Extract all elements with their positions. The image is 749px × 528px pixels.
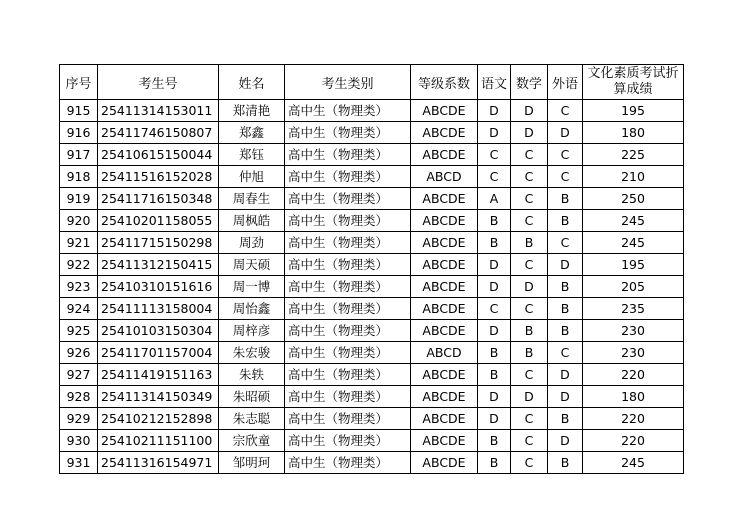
cell-exam-no: 25410103150304 — [98, 320, 219, 342]
cell-math: C — [511, 254, 548, 276]
cell-exam-no: 25410212152898 — [98, 408, 219, 430]
cell-math: D — [511, 100, 548, 122]
table-row — [60, 320, 684, 342]
cell-category: 高中生（物理类） — [285, 276, 411, 298]
cell-foreign: D — [548, 122, 583, 144]
cell-name: 周一博 — [219, 276, 285, 298]
cell-foreign: B — [548, 298, 583, 320]
cell-name: 朱昭硕 — [219, 386, 285, 408]
cell-category: 高中生（物理类） — [285, 166, 411, 188]
cell-grade-coef: ABCDE — [411, 100, 478, 122]
table-row — [60, 452, 684, 474]
table-row — [60, 276, 684, 298]
cell-chinese: C — [478, 166, 511, 188]
cell-converted-score: 220 — [583, 430, 684, 452]
cell-chinese: B — [478, 452, 511, 474]
cell-category: 高中生（物理类） — [285, 232, 411, 254]
header-cell-converted-score: 文化素质考试折算成绩 — [583, 65, 684, 100]
table-row — [60, 254, 684, 276]
cell-grade-coef: ABCDE — [411, 210, 478, 232]
cell-math: B — [511, 232, 548, 254]
table-row — [60, 408, 684, 430]
cell-foreign: B — [548, 276, 583, 298]
cell-exam-no: 25411314150349 — [98, 386, 219, 408]
cell-grade-coef: ABCDE — [411, 430, 478, 452]
table-row — [60, 100, 684, 122]
cell-seq: 919 — [60, 188, 98, 210]
cell-chinese: B — [478, 430, 511, 452]
cell-grade-coef: ABCD — [411, 342, 478, 364]
cell-name: 仲旭 — [219, 166, 285, 188]
cell-name: 郑钰 — [219, 144, 285, 166]
cell-converted-score: 205 — [583, 276, 684, 298]
cell-math: C — [511, 210, 548, 232]
cell-exam-no: 25411312150415 — [98, 254, 219, 276]
cell-name: 周怡鑫 — [219, 298, 285, 320]
cell-seq: 920 — [60, 210, 98, 232]
cell-category: 高中生（物理类） — [285, 100, 411, 122]
cell-math: C — [511, 452, 548, 474]
table-row — [60, 342, 684, 364]
table-row — [60, 386, 684, 408]
cell-math: D — [511, 122, 548, 144]
cell-chinese: D — [478, 254, 511, 276]
cell-name: 朱宏骏 — [219, 342, 285, 364]
cell-seq: 917 — [60, 144, 98, 166]
cell-chinese: D — [478, 386, 511, 408]
header-cell-foreign: 外语 — [548, 65, 583, 100]
header-cell-exam-no: 考生号 — [98, 65, 219, 100]
cell-converted-score: 245 — [583, 452, 684, 474]
cell-exam-no: 25410615150044 — [98, 144, 219, 166]
cell-exam-no: 25411516152028 — [98, 166, 219, 188]
cell-math: C — [511, 364, 548, 386]
cell-grade-coef: ABCDE — [411, 122, 478, 144]
cell-category: 高中生（物理类） — [285, 254, 411, 276]
cell-math: C — [511, 430, 548, 452]
cell-category: 高中生（物理类） — [285, 430, 411, 452]
cell-grade-coef: ABCDE — [411, 452, 478, 474]
header-cell-chinese: 语文 — [478, 65, 511, 100]
cell-foreign: D — [548, 254, 583, 276]
table-row — [60, 364, 684, 386]
cell-chinese: B — [478, 364, 511, 386]
cell-chinese: D — [478, 100, 511, 122]
table-row — [60, 166, 684, 188]
cell-seq: 921 — [60, 232, 98, 254]
cell-converted-score: 220 — [583, 408, 684, 430]
header-cell-name: 姓名 — [219, 65, 285, 100]
cell-grade-coef: ABCD — [411, 166, 478, 188]
cell-seq: 931 — [60, 452, 98, 474]
cell-grade-coef: ABCDE — [411, 144, 478, 166]
cell-name: 朱轶 — [219, 364, 285, 386]
cell-foreign: C — [548, 100, 583, 122]
cell-converted-score: 230 — [583, 342, 684, 364]
cell-foreign: D — [548, 430, 583, 452]
table-row — [60, 144, 684, 166]
cell-chinese: B — [478, 232, 511, 254]
cell-exam-no: 25411113158004 — [98, 298, 219, 320]
cell-seq: 915 — [60, 100, 98, 122]
header-cell-grade-coef: 等级系数 — [411, 65, 478, 100]
cell-grade-coef: ABCDE — [411, 364, 478, 386]
table-row — [60, 430, 684, 452]
cell-seq: 928 — [60, 386, 98, 408]
cell-exam-no: 25411716150348 — [98, 188, 219, 210]
cell-converted-score: 195 — [583, 100, 684, 122]
cell-category: 高中生（物理类） — [285, 342, 411, 364]
cell-exam-no: 25411715150298 — [98, 232, 219, 254]
cell-foreign: C — [548, 144, 583, 166]
cell-exam-no: 25411316154971 — [98, 452, 219, 474]
cell-exam-no: 25410310151616 — [98, 276, 219, 298]
cell-name: 周梓彦 — [219, 320, 285, 342]
cell-category: 高中生（物理类） — [285, 122, 411, 144]
cell-seq: 924 — [60, 298, 98, 320]
cell-name: 周春生 — [219, 188, 285, 210]
cell-chinese: C — [478, 144, 511, 166]
cell-grade-coef: ABCDE — [411, 408, 478, 430]
cell-category: 高中生（物理类） — [285, 408, 411, 430]
cell-math: C — [511, 408, 548, 430]
cell-exam-no: 25411746150807 — [98, 122, 219, 144]
cell-foreign: C — [548, 342, 583, 364]
cell-math: D — [511, 386, 548, 408]
cell-seq: 916 — [60, 122, 98, 144]
cell-exam-no: 25411419151163 — [98, 364, 219, 386]
table-header-row — [60, 65, 684, 100]
cell-math: C — [511, 298, 548, 320]
cell-converted-score: 180 — [583, 386, 684, 408]
header-cell-category: 考生类别 — [285, 65, 411, 100]
cell-name: 周劲 — [219, 232, 285, 254]
table-row — [60, 298, 684, 320]
table-row — [60, 210, 684, 232]
cell-foreign: B — [548, 408, 583, 430]
cell-exam-no: 25410201158055 — [98, 210, 219, 232]
table-row — [60, 122, 684, 144]
cell-chinese: A — [478, 188, 511, 210]
cell-converted-score: 195 — [583, 254, 684, 276]
cell-math: B — [511, 320, 548, 342]
cell-math: C — [511, 144, 548, 166]
cell-name: 周天硕 — [219, 254, 285, 276]
cell-chinese: B — [478, 210, 511, 232]
cell-exam-no: 25411701157004 — [98, 342, 219, 364]
score-table — [59, 64, 684, 474]
cell-foreign: B — [548, 452, 583, 474]
cell-seq: 929 — [60, 408, 98, 430]
cell-converted-score: 210 — [583, 166, 684, 188]
cell-name: 周枫皓 — [219, 210, 285, 232]
cell-math: C — [511, 188, 548, 210]
cell-exam-no: 25411314153011 — [98, 100, 219, 122]
cell-converted-score: 245 — [583, 232, 684, 254]
cell-name: 邹明珂 — [219, 452, 285, 474]
cell-grade-coef: ABCDE — [411, 276, 478, 298]
cell-chinese: D — [478, 408, 511, 430]
cell-seq: 927 — [60, 364, 98, 386]
cell-category: 高中生（物理类） — [285, 364, 411, 386]
table-body — [60, 100, 684, 474]
cell-category: 高中生（物理类） — [285, 452, 411, 474]
header-cell-math: 数学 — [511, 65, 548, 100]
cell-chinese: D — [478, 122, 511, 144]
cell-converted-score: 220 — [583, 364, 684, 386]
cell-name: 郑鑫 — [219, 122, 285, 144]
cell-foreign: B — [548, 210, 583, 232]
cell-converted-score: 180 — [583, 122, 684, 144]
cell-grade-coef: ABCDE — [411, 254, 478, 276]
cell-grade-coef: ABCDE — [411, 386, 478, 408]
cell-name: 宗欣童 — [219, 430, 285, 452]
cell-converted-score: 230 — [583, 320, 684, 342]
table-row — [60, 232, 684, 254]
cell-category: 高中生（物理类） — [285, 386, 411, 408]
cell-converted-score: 235 — [583, 298, 684, 320]
cell-foreign: D — [548, 386, 583, 408]
cell-foreign: C — [548, 166, 583, 188]
cell-math: D — [511, 276, 548, 298]
cell-chinese: D — [478, 320, 511, 342]
cell-math: B — [511, 342, 548, 364]
cell-grade-coef: ABCDE — [411, 298, 478, 320]
cell-chinese: C — [478, 298, 511, 320]
cell-foreign: B — [548, 320, 583, 342]
table-row — [60, 188, 684, 210]
cell-chinese: D — [478, 276, 511, 298]
cell-seq: 923 — [60, 276, 98, 298]
cell-grade-coef: ABCDE — [411, 188, 478, 210]
cell-grade-coef: ABCDE — [411, 320, 478, 342]
header-cell-seq: 序号 — [60, 65, 98, 100]
cell-grade-coef: ABCDE — [411, 232, 478, 254]
cell-exam-no: 25410211151100 — [98, 430, 219, 452]
cell-converted-score: 225 — [583, 144, 684, 166]
cell-seq: 918 — [60, 166, 98, 188]
cell-converted-score: 250 — [583, 188, 684, 210]
cell-category: 高中生（物理类） — [285, 210, 411, 232]
cell-seq: 926 — [60, 342, 98, 364]
cell-seq: 930 — [60, 430, 98, 452]
cell-converted-score: 245 — [583, 210, 684, 232]
cell-foreign: C — [548, 232, 583, 254]
cell-category: 高中生（物理类） — [285, 320, 411, 342]
cell-category: 高中生（物理类） — [285, 188, 411, 210]
cell-category: 高中生（物理类） — [285, 144, 411, 166]
cell-category: 高中生（物理类） — [285, 298, 411, 320]
cell-seq: 922 — [60, 254, 98, 276]
cell-name: 朱志聪 — [219, 408, 285, 430]
cell-foreign: B — [548, 188, 583, 210]
cell-chinese: B — [478, 342, 511, 364]
cell-foreign: D — [548, 364, 583, 386]
cell-name: 郑清艳 — [219, 100, 285, 122]
cell-math: C — [511, 166, 548, 188]
cell-seq: 925 — [60, 320, 98, 342]
